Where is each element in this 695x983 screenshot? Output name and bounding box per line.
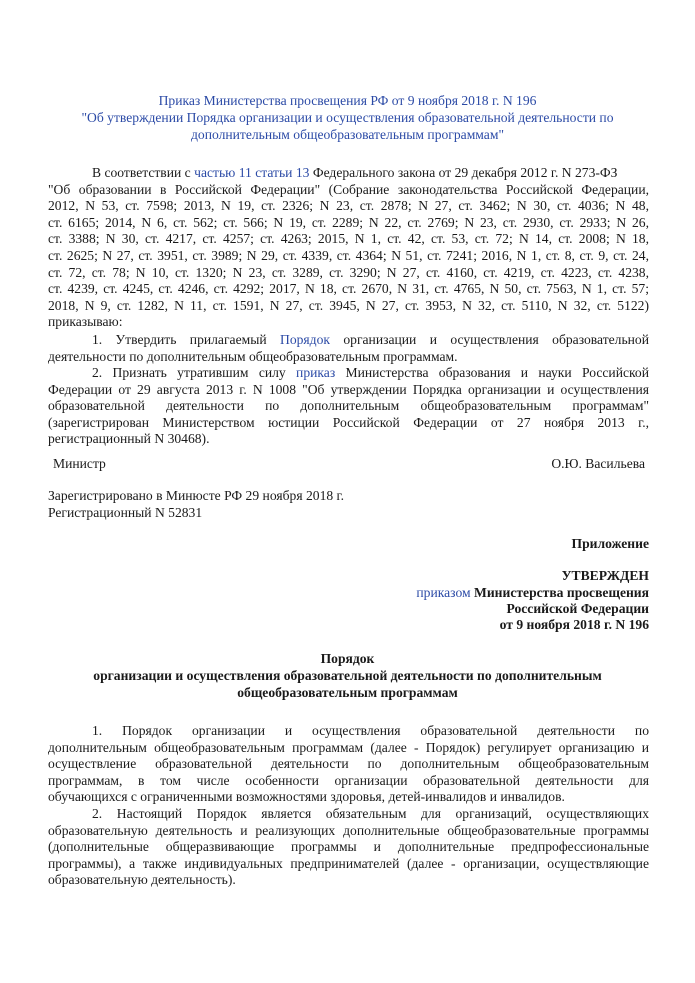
preamble-line: ст. 72, ст. 78; N 10, ст. 1320; N 23, ст. 3289, ст. 3290; N 27, ст. 4160, ст. 4219, ст. 4223, ст. 4238, xyxy=(48,264,649,280)
item-line: деятельности по дополнительным общеобразовательным программам. xyxy=(48,348,458,364)
clause-2-paragraph xyxy=(48,806,649,889)
law-article-link[interactable]: частью 11 статьи 13 xyxy=(194,165,310,180)
clause-line: 2. Настоящий Порядок является обязательным для организаций, осуществляющих xyxy=(92,806,649,821)
preamble-line: ст. 4239, ст. 4245, ст. 4246, ст. 4292; 2017, N 18, ст. 2670, N 31, ст. 4765, N 50, ст. 7563, N 1, ст. 57; xyxy=(48,281,649,297)
item-1-paragraph xyxy=(48,332,649,365)
title-line-1[interactable]: Приказ Министерства просвещения РФ от 9 ноября 2018 г. N 196 xyxy=(158,93,537,108)
order-title-line-1: Порядок xyxy=(320,651,375,666)
preamble-line: "Об образовании в Российской Федерации" (Собрание законодательства Российской Федерации, xyxy=(48,181,649,197)
prikaz-link[interactable]: приказ xyxy=(296,365,336,380)
item-line: (зарегистрирован Министерством юстиции Российской Федерации от 27 ноября 2013 г., xyxy=(48,414,649,430)
clause-line: 1. Порядок организации и осуществления образовательной деятельности по xyxy=(92,723,649,738)
item-line: образовательной деятельности по дополнительным общеобразовательным программам" xyxy=(48,398,649,414)
preamble-line: ст. 3388; N 30, ст. 4217, ст. 4257; ст. 4263; 2015, N 1, ст. 42, ст. 53, ст. 72; N 14, ст. 2008; N 18, xyxy=(48,231,649,247)
approved-label: УТВЕРЖДЕН xyxy=(561,568,649,583)
appendix-label: Приложение xyxy=(571,536,649,551)
item-line: Федерации от 29 августа 2013 г. N 1008 "Об утверждении Порядка организации и осуществления xyxy=(48,381,649,397)
clause-line: образовательную деятельность). xyxy=(48,872,236,888)
preamble-line: ст. 6165; 2014, N 6, ст. 562; ст. 566; N 19, ст. 2289; N 22, ст. 2769; N 23, ст. 2930, ст. 2933; N 26, xyxy=(48,214,649,230)
signature-position: Министр xyxy=(53,456,106,471)
item-line: 2. Признать утратившим силу приказ Министерства образования и науки Российской xyxy=(92,365,649,380)
item-line: регистрационный N 30468). xyxy=(48,431,210,447)
item-2-paragraph xyxy=(48,365,649,448)
clause-line: программы), а также индивидуальных предпринимателей (далее - организации, осуществляющие xyxy=(48,855,649,871)
title-line-3[interactable]: дополнительным общеобразовательным программам" xyxy=(190,127,504,142)
clause-line: образовательную деятельность и реализующих дополнительные общеобразовательные программы xyxy=(48,822,649,838)
registration-line-1: Зарегистрировано в Минюсте РФ 29 ноября 2018 г. xyxy=(48,488,345,503)
item-line: 1. Утвердить прилагаемый Порядок организации и осуществления образовательной xyxy=(92,332,650,347)
registration-line-2: Регистрационный N 52831 xyxy=(48,505,203,520)
approved-date: от 9 ноября 2018 г. N 196 xyxy=(499,617,649,632)
order-title-line-3: общеобразовательным программам xyxy=(237,685,458,700)
clause-line: дополнительным общеобразовательным программам (далее - Порядок) регулирует организацию и xyxy=(48,739,649,755)
clause-line: осуществление образовательной деятельности по дополнительным общеобразовательным xyxy=(48,756,649,772)
preamble-line: ст. 2625; N 27, ст. 3951, ст. 3989; N 29, ст. 4339, ст. 4364; N 51, ст. 7241; 2016, N 1, ст. 8, ст. 9, ст. 24, xyxy=(48,247,649,263)
order-title-line-2: организации и осуществления образовательной деятельности по дополнительным xyxy=(93,668,602,683)
clause-line: обучающихся с ограниченными возможностями здоровья, детей-инвалидов и инвалидов. xyxy=(48,789,565,805)
title-line-2[interactable]: "Об утверждении Порядка организации и осуществления образовательной деятельности по xyxy=(81,110,614,125)
clause-1-paragraph xyxy=(48,723,649,806)
preamble-paragraph xyxy=(48,165,649,331)
approved-by: приказом Министерства просвещения xyxy=(416,585,649,600)
clause-line: программам, в том числе особенности организации образовательной деятельности для xyxy=(48,772,649,788)
clause-line: (дополнительные общеразвивающие программы и дополнительные предпрофессиональные xyxy=(48,839,649,855)
preamble-line: В соответствии с частью 11 статьи 13 Федерального закона от 29 декабря 2012 г. N 273-ФЗ xyxy=(92,165,618,180)
signature-name: О.Ю. Васильева xyxy=(551,456,645,471)
approved-country: Российской Федерации xyxy=(506,601,649,616)
document-title xyxy=(60,92,635,143)
order-link[interactable]: Порядок xyxy=(280,332,330,347)
prikazom-link[interactable]: приказом xyxy=(416,585,471,600)
preamble-line: 2012, N 53, ст. 7598; 2013, N 19, ст. 2326; N 23, ст. 2878; N 27, ст. 3462; N 30, ст. 4036; N 48, xyxy=(48,198,649,214)
preamble-line: приказываю: xyxy=(48,314,123,330)
preamble-line: 2018, N 9, ст. 1282, N 11, ст. 1591, N 27, ст. 3945, N 27, ст. 3953, N 32, ст. 5110, N 32, ст. 5122) xyxy=(48,297,649,313)
